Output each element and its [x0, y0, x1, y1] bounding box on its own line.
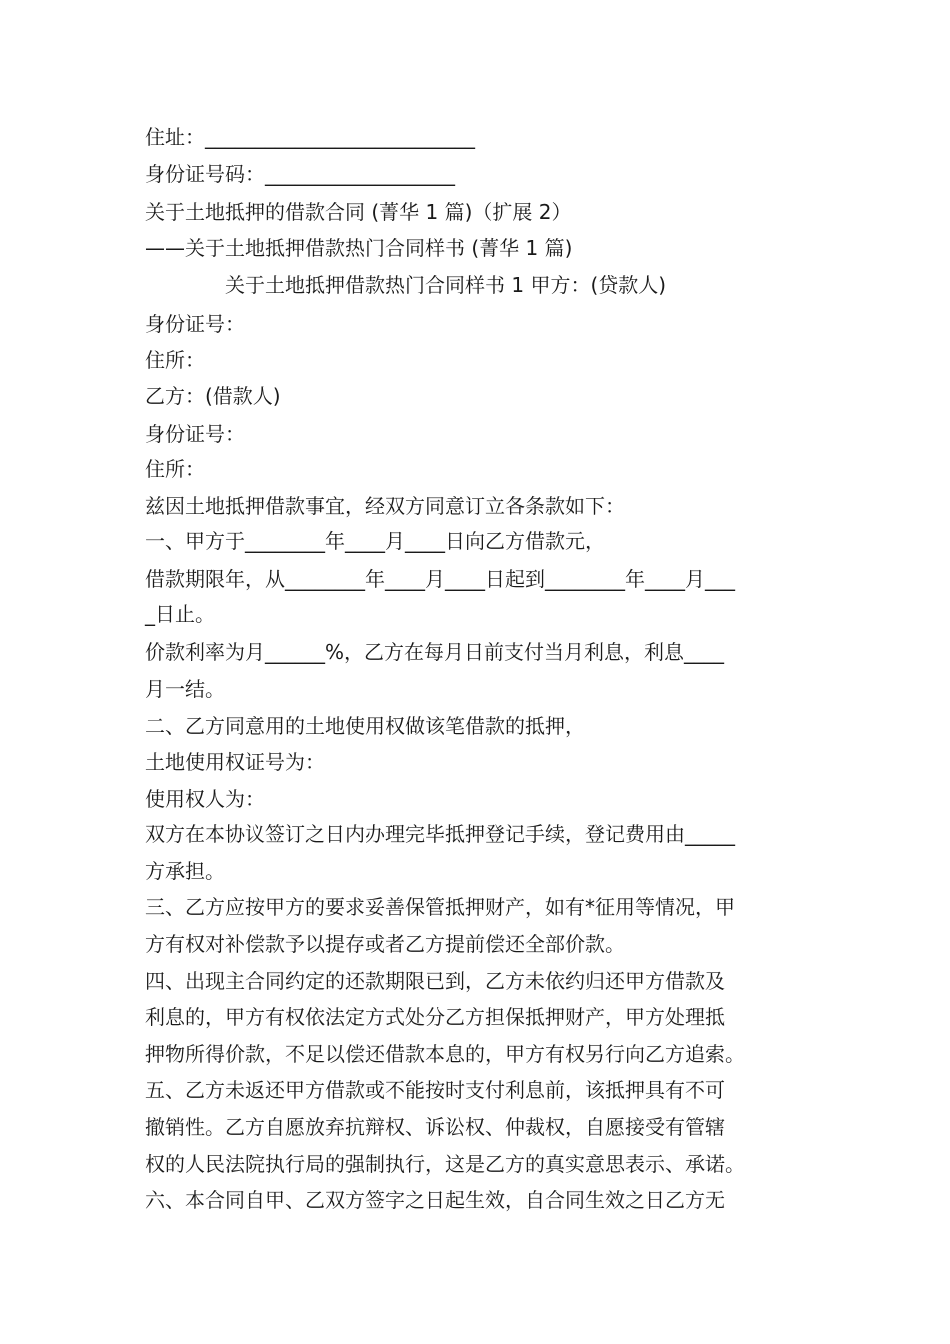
party-b-residence: 住所： — [145, 457, 205, 481]
clause-5-line-3: 权的人民法院执行局的强制执行，这是乙方的真实意思表示、承诺。 — [145, 1152, 745, 1176]
clause-1-line-2: 借款期限年，从________年____月____日起到________年____月___ — [145, 567, 735, 591]
clause-1-line-1: 一、甲方于________年____月____日向乙方借款元， — [145, 529, 605, 553]
clause-5-line-1: 五、乙方未返还甲方借款或不能按时支付利息前，该抵押具有不可 — [145, 1078, 725, 1102]
clause-3-line-1: 三、乙方应按甲方的要求妥善保管抵押财产，如有*征用等情况，甲 — [145, 895, 735, 919]
clause-4-line-1: 四、出现主合同约定的还款期限已到，乙方未依约归还甲方借款及 — [145, 969, 725, 993]
id-number-line: 身份证号码：___________________ — [145, 162, 455, 186]
clause-1-line-3: _日止。 — [145, 602, 215, 626]
extension-title: 关于土地抵押的借款合同 (菁华 1 篇)（扩展 2） — [145, 200, 572, 224]
party-b: 乙方：(借款人) — [145, 384, 281, 408]
clause-1-line-4: 价款利率为月______%，乙方在每月日前支付当月利息，利息____ — [145, 640, 725, 664]
party-a-id: 身份证号： — [145, 312, 245, 336]
sample-title: ——关于土地抵押借款热门合同样书 (菁华 1 篇) — [145, 236, 573, 260]
clause-6-line-1: 六、本合同自甲、乙双方签字之日起生效，自合同生效之日乙方无 — [145, 1188, 725, 1212]
party-b-id: 身份证号： — [145, 422, 245, 446]
clause-3-line-2: 方有权对补偿款予以提存或者乙方提前偿还全部价款。 — [145, 932, 625, 956]
clause-2-line-1: 二、乙方同意用的土地使用权做该笔借款的抵押， — [145, 714, 585, 738]
preamble: 兹因土地抵押借款事宜，经双方同意订立各条款如下： — [145, 494, 625, 518]
address-line: 住址：___________________________ — [145, 125, 475, 149]
clause-4-line-2: 利息的，甲方有权依法定方式处分乙方担保抵押财产，甲方处理抵 — [145, 1005, 725, 1029]
clause-2-line-4: 双方在本协议签订之日内办理完毕抵押登记手续，登记费用由_____ — [145, 822, 735, 846]
clause-1-line-5: 月一结。 — [145, 677, 225, 701]
clause-2-line-5: 方承担。 — [145, 859, 225, 883]
clause-4-line-3: 押物所得价款，不足以偿还借款本息的，甲方有权另行向乙方追索。 — [145, 1042, 745, 1066]
clause-5-line-2: 撤销性。乙方自愿放弃抗辩权、诉讼权、仲裁权，自愿接受有管辖 — [145, 1115, 725, 1139]
clause-2-line-2: 土地使用权证号为： — [145, 750, 325, 774]
party-a-residence: 住所： — [145, 348, 205, 372]
contract-heading: 关于土地抵押借款热门合同样书 1 甲方：(贷款人) — [225, 273, 667, 297]
clause-2-line-3: 使用权人为： — [145, 787, 265, 811]
